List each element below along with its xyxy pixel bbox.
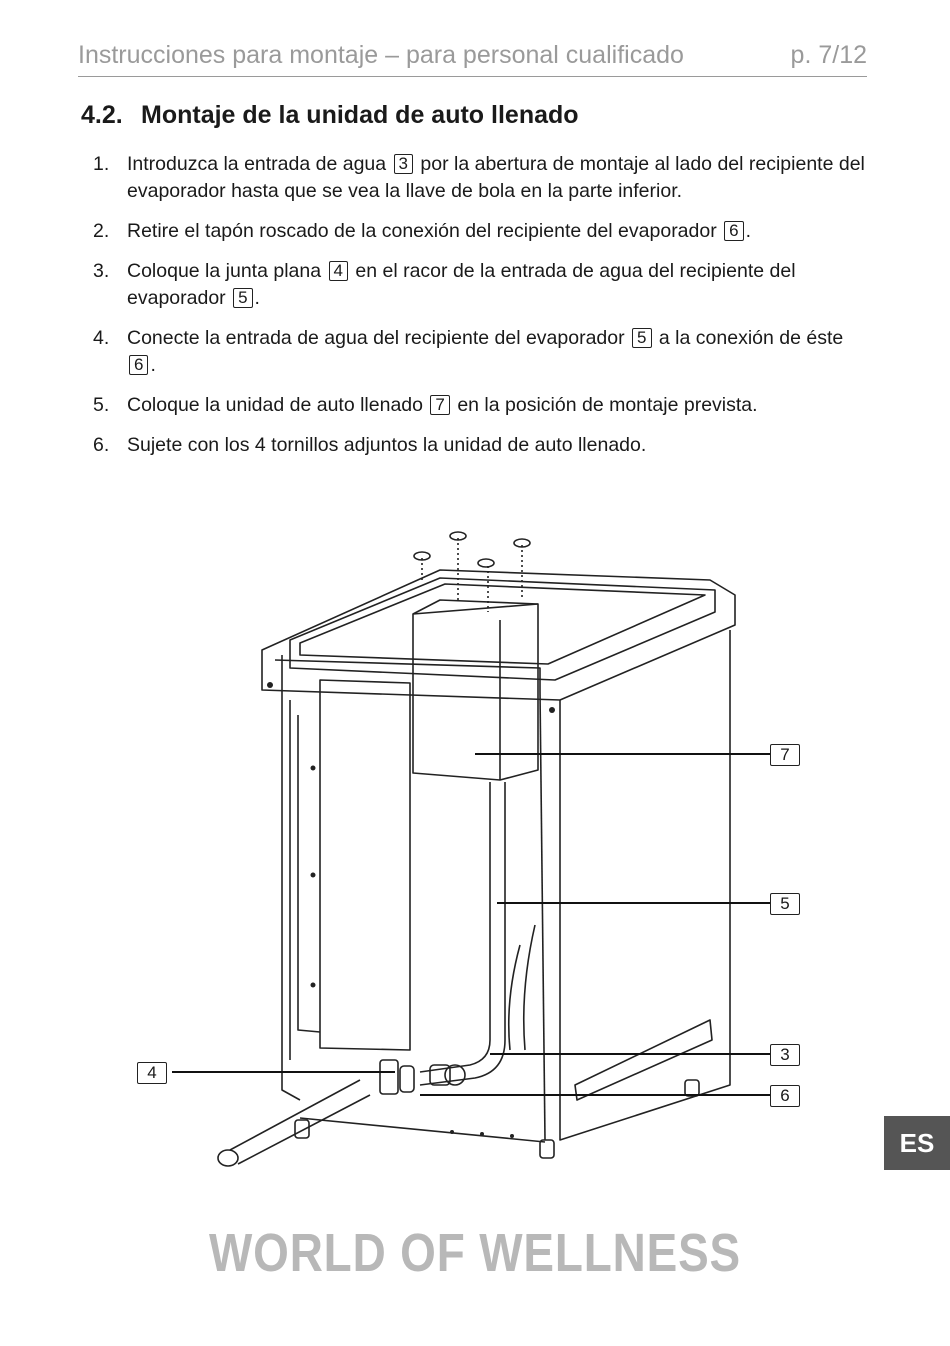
step-text: . [254,287,260,309]
reference-box: 7 [430,395,449,415]
section-title [81,101,579,130]
language-tab: ES [884,1116,950,1170]
step-text: . [150,354,156,376]
step-item [90,151,870,205]
callout-5: 5 [770,893,800,915]
page-header [78,38,867,77]
step-text: Introduzca la entrada de agua [127,153,387,175]
step-number: 1. [93,153,110,175]
callout-3: 3 [770,1044,800,1066]
step-text: Conecte la entrada de agua del recipiente del evaporador [127,327,625,349]
page-number: p. 7/12 [790,41,867,69]
step-text: Coloque la junta plana [127,260,322,282]
reference-box: 5 [233,288,252,308]
step-item [90,392,870,419]
step-text: . [745,220,752,242]
section-number: 4.2. [81,101,123,129]
step-text: Coloque la unidad de auto llenado [127,394,423,416]
step-number: 2. [93,220,110,242]
reference-box: 6 [724,221,743,241]
reference-box: 4 [329,261,348,281]
reference-box: 6 [129,355,148,375]
step-number: 5. [93,394,110,416]
step-text: Retire el tapón roscado de la conexión del recipiente del evaporador [127,220,717,242]
reference-box: 3 [394,154,413,174]
step-text: Sujete con los 4 tornillos adjuntos la unidad de auto llenado. [127,434,647,456]
step-text: en el racor de la entrada de agua del recipiente del evaporador [127,260,796,309]
section-title-text: Montaje de la unidad de auto llenado [141,101,579,129]
callout-4: 4 [137,1062,167,1084]
brand-logo: WORLD OF WELLNESS [208,1223,742,1283]
step-item [90,218,870,245]
step-text: por la abertura de montaje al lado del recipiente del evaporador hasta que se vea la llave de bola en la parte inferior. [127,153,865,202]
callout-7: 7 [770,744,800,766]
reference-box: 5 [632,328,651,348]
step-item [90,432,870,459]
header-title: Instrucciones para montaje – para personal cualificado [78,41,684,69]
step-number: 4. [93,327,110,349]
step-number: 6. [93,434,110,456]
unit-illustration [130,520,810,1180]
step-item [90,325,870,379]
step-text: en la posición de montaje prevista. [457,394,758,416]
assembly-steps [90,151,870,472]
step-text: a la conexión de éste [658,327,844,349]
step-number: 3. [93,260,110,282]
callout-6: 6 [770,1085,800,1107]
step-item [90,258,870,312]
